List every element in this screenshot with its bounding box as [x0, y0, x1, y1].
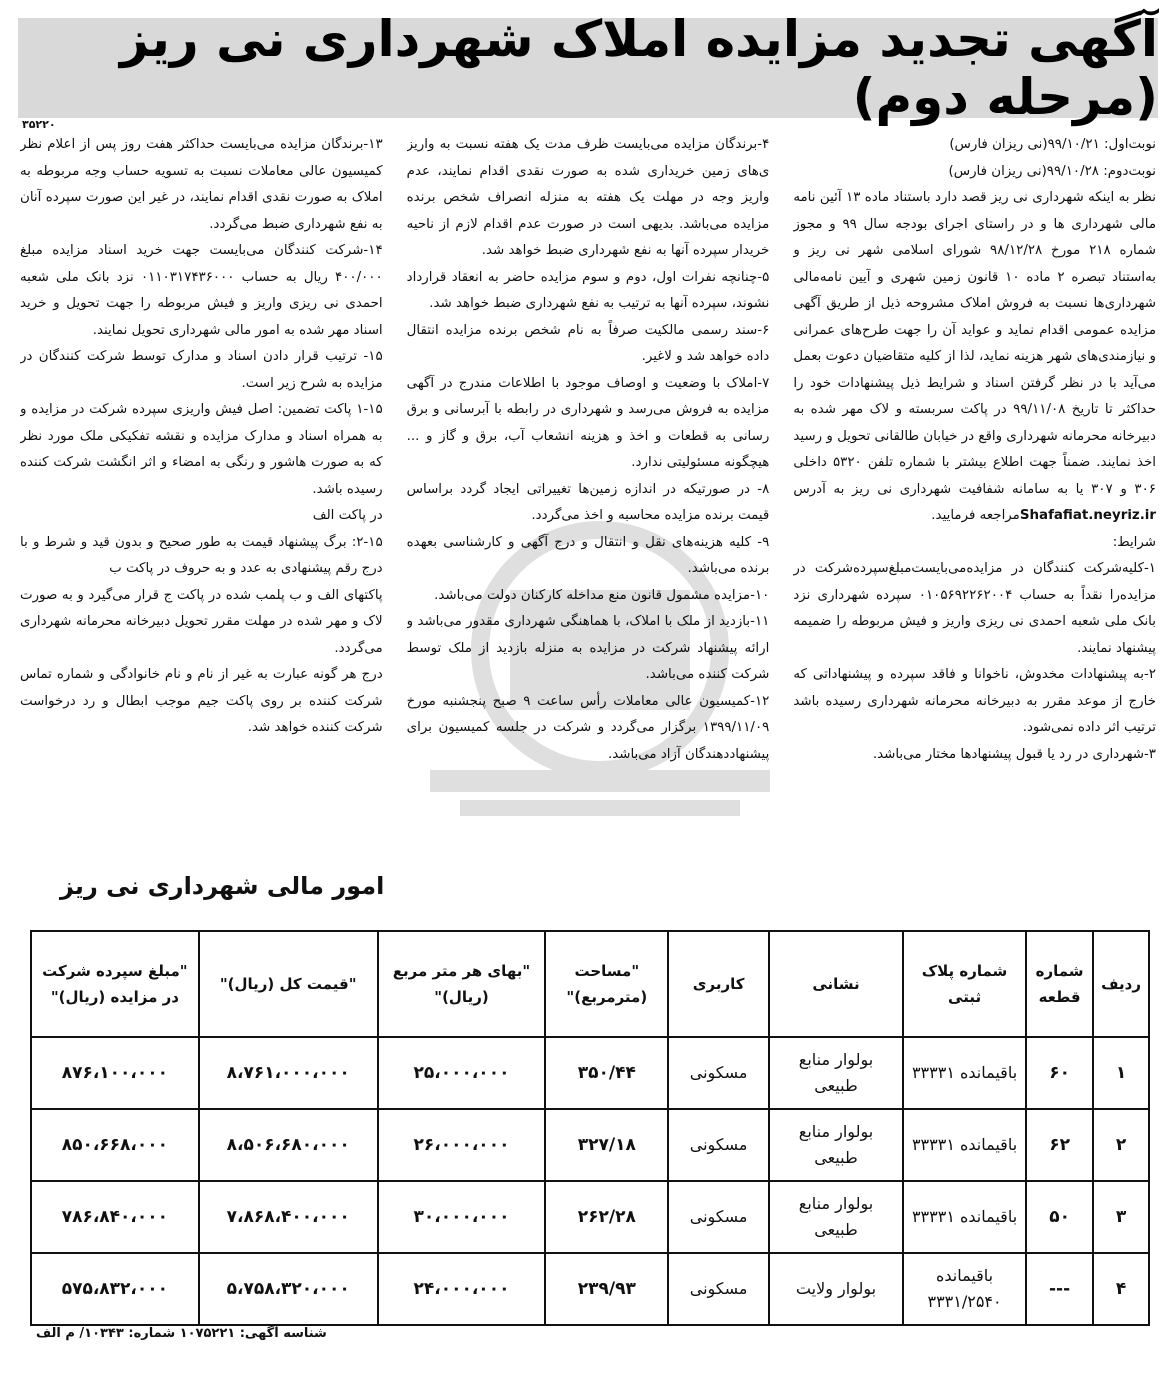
cell-row-number: ۴ [1093, 1253, 1149, 1325]
website-link[interactable]: Shafafiat.neyriz.ir [1019, 508, 1156, 523]
text-columns [20, 132, 1156, 902]
paragraph: ۱۴-شرکت کنندگان می‌بایست جهت خرید اسناد مزایده مبلغ ۴۰۰/۰۰۰ ریال به حساب ۰۱۱۰۳۱۷۴۳۶۰۰۰ نزد بانک ملی شعبه احمدی نی ریزی واریز و فیش مربوطه را جهت تحویل و خرید اسناد مهر شده به امور مالی شهرداری تحویل نمایند. [19, 243, 383, 338]
column-left [20, 132, 383, 902]
column-middle [407, 132, 770, 902]
paragraph: ۱-کلیه‌شرکت کنندگان در مزایده‌می‌بایست‌مبلغ‌سپرده‌شرکت در مزایده‌را نقداً به حساب ۰۱۰۵۶۹۲۲۶۲۰۰۴ سپرده شهرداری نزد بانک ملی شعبه احمدی نی ریزی واریز و فیش مربوطه را ضمیمه پیشنهاد نمایند. [793, 561, 1156, 656]
header-total-price: "قیمت کل (ریال)" [199, 931, 378, 1037]
paragraph: ۲-۱۵: برگ پیشنهاد قیمت به طور صحیح و بدون قید و شرط و با درج رقم پیشنهادی به عدد و به حروف در پاکت ب [19, 534, 383, 576]
paragraph: ۱۲-کمیسیون عالی معاملات رأس ساعت ۹ صبح پنجشنبه مورخ ۱۳۹۹/۱۱/۰۹ برگزار می‌گردد و شرکت در جلسه کمیسیون برای پیشنهاددهندگان آزاد می‌باشد. [406, 693, 770, 762]
paragraph: ۴-برندگان مزایده می‌بایست ظرف مدت یک هفته نسبت به واریز ی‌های زمین خریداری شده به صورت نقدی اقدام نمایند، عدم واریز وجه در مهلت یک هفته به منزله انصراف شخص برنده مزایده می‌باشد. بدیهی است در صورت عدم اقدام لازم از ناحیه خریدار سپرده آنها به نفع شهرداری ضبط خواهد شد. [406, 137, 770, 258]
cell-row-number: ۱ [1093, 1037, 1149, 1109]
cell-total-price: ۸،۷۶۱،۰۰۰،۰۰۰ [199, 1037, 378, 1109]
paragraph [793, 185, 1156, 530]
ad-footer-id: شناسه آگهی: ۱۰۷۵۲۲۱ شماره: ۱۰۳۴۳/ م الف [36, 1326, 327, 1341]
cell-plot-number: ۶۰ [1026, 1037, 1093, 1109]
properties-table [30, 930, 1150, 1326]
header-price-per-meter: "بهای هر متر مربع (ریال)" [378, 931, 546, 1037]
cell-plot-number: --- [1026, 1253, 1093, 1325]
paragraph: ۷-املاک با وضعیت و اوصاف موجود با اطلاعات مندرج در آگهی مزایده به فروش می‌رسد و شهرداری در رابطه با آبرسانی و برق رسانی به قطعات و اخذ و هزینه انشعاب آب، برق و گاز و ... هیچگونه مسئولیتی ندارد. [406, 375, 770, 470]
paragraph: درج هر گونه عبارت به غیر از نام و نام خانوادگی و شماره تماس شرکت کننده بر روی پاکت جیم موجب ابطال و رد درخواست شرکت کننده خواهد شد. [19, 667, 383, 735]
cell-deposit: ۵۷۵،۸۳۲،۰۰۰ [31, 1253, 199, 1325]
cell-row-number: ۲ [1093, 1109, 1149, 1181]
table-row [31, 1181, 1149, 1253]
cell-price-per-meter: ۲۶،۰۰۰،۰۰۰ [378, 1109, 546, 1181]
paragraph: ۱۰-مزایده مشمول قانون منع مداخله کارکنان دولت می‌باشد. [434, 587, 770, 603]
paragraph-text: نظر به اینکه شهرداری نی ریز قصد دارد باستناد ماده ۱۳ آئین نامه مالی شهرداری ها و در راستای اجرای بودجه سال ۹۹ و مجوز شماره ۲۱۸ مورخ ۹۸/۱۲/۲۸ شورای اسلامی شهر نی ریز و به‌استناد تبصره ۲ ماده ۱۰ قانون زمین شهری و آیین نامه‌مالی شهرداری‌ها نسبت به فروش املاک مشروحه ذیل از طریق آگهی مزایده عمومی اقدام نماید و عواید آن را جهت طرح‌های عمرانی و نیازمندی‌های شهر هزینه نماید، لذا از کلیه متقاضیان دعوت بعمل می‌آید با در نظر گرفتن اسناد و شرایط ذیل پیشنهادات خود را حداکثر تا تاریخ ۹۹/۱۱/۰۸ در پاکت سربسته و لاک مهر شده به دبیرخانه محرمانه شهرداری واقع در خیابان طالقانی تحویل و رسید اخذ نمایند. ضمناً جهت اطلاع بیشتر با شماره تلفن ۵۳۲۰ داخلی ۳۰۶ و ۳۰۷ یا به سامانه شفافیت شهرداری نی ریز به آدرس [793, 190, 1156, 497]
table-row [31, 1109, 1149, 1181]
header-area: "مساحت (مترمربع)" [545, 931, 668, 1037]
header-deposit: "مبلغ سپرده شرکت در مزایده (ریال)" [31, 931, 199, 1037]
header-plot-number: شماره قطعه [1026, 931, 1093, 1037]
paragraph: ۳-شهرداری در رد یا قبول پیشنهادها مختار می‌باشد. [872, 746, 1156, 762]
table-header-row [31, 931, 1149, 1037]
paragraph: ۱۳-برندگان مزایده می‌بایست حداکثر هفت روز پس از اعلام نظر کمیسیون عالی معاملات نسبت به تسویه حساب وجه مربوطه به املاک به صورت نقدی اقدام نمایند، در غیر این صورت سپرده آنان به نفع شهرداری ضبط می‌گردد. [19, 137, 383, 232]
paragraph: ۱۵- ترتیب قرار دادن اسناد و مدارک توسط شرکت کنندگان در مزایده به شرح زیر است. [19, 349, 383, 391]
paragraph: ۸- در صورتیکه در اندازه زمین‌ها تغییراتی ایجاد گردد براساس قیمت برنده مزایده محاسبه و اخذ می‌گردد. [406, 481, 770, 523]
cell-registry-plate: باقیمانده ۳۳۳۳۱ [903, 1109, 1026, 1181]
cell-price-per-meter: ۲۴،۰۰۰،۰۰۰ [378, 1253, 546, 1325]
cell-area: ۲۳۹/۹۳ [545, 1253, 668, 1325]
header-row-number: ردیف [1093, 931, 1149, 1037]
paragraph: ۱۱-بازدید از ملک با املاک، با هماهنگی شهرداری مقدور می‌باشد و ارائه پیشنهاد شرکت در مزایده به منزله بازدید از ملک توسط شرکت کننده می‌باشد. [406, 614, 770, 682]
cell-total-price: ۵،۷۵۸،۳۲۰،۰۰۰ [199, 1253, 378, 1325]
cell-total-price: ۷،۸۶۸،۴۰۰،۰۰۰ [199, 1181, 378, 1253]
table-row [31, 1037, 1149, 1109]
cell-deposit: ۷۸۶،۸۴۰،۰۰۰ [31, 1181, 199, 1253]
paragraph: پاکتهای الف و ب پلمب شده در پاکت ج قرار می‌گیرد و به صورت لاک و مهر شده در مهلت مقرر تحویل دبیرخانه محرمانه شهرداری می‌گردد. [19, 587, 383, 656]
cell-deposit: ۸۷۶،۱۰۰،۰۰۰ [31, 1037, 199, 1109]
cell-row-number: ۳ [1093, 1181, 1149, 1253]
paragraph: ۶-سند رسمی مالکیت صرفاً به نام شخص برنده مزایده انتقال داده خواهد شد و لاغیر. [406, 322, 770, 364]
cell-usage: مسکونی [668, 1037, 769, 1109]
cell-area: ۳۵۰/۴۴ [545, 1037, 668, 1109]
cell-registry-plate: باقیمانده ۳۳۳۳۱ [903, 1037, 1026, 1109]
conditions-heading: شرایط: [1112, 534, 1156, 550]
paragraph: در پاکت الف [312, 508, 383, 523]
cell-plot-number: ۵۰ [1026, 1181, 1093, 1253]
cell-registry-plate: باقیمانده ۳۳۳۱/۲۵۴۰ [903, 1253, 1026, 1325]
paragraph: ۲-به پیشنهادات مخدوش، ناخوانا و فاقد سپرده و پیشنهاداتی که خارج از موعد مقرر به دبیرخانه محرمانه شهرداری رسیده باشد ترتیب اثر داده نمی‌شود. [793, 667, 1156, 735]
paragraph: ۱-۱۵ پاکت تضمین: اصل فیش واریزی سپرده شرکت در مزایده و به همراه اسناد و مدارک مزایده و نقشه تفکیکی ملک مورد نظر که به صورت هاشور و رنگی به امضاء و اثر انگشت شرکت کننده رسیده باشد. [19, 402, 383, 497]
cell-plot-number: ۶۲ [1026, 1109, 1093, 1181]
cell-address: بولوار منابع طبیعی [769, 1037, 903, 1109]
ad-code: ۳۵۲۲۰ [22, 118, 56, 131]
ad-title: آگهی تجدید مزایده املاک شهرداری نی ریز (مرحله دوم) [120, 10, 1158, 126]
signature-authority: امور مالی شهرداری نی ریز [60, 872, 385, 900]
paragraph-text: مراجعه فرمایید. [931, 508, 1020, 523]
cell-address: بولوار منابع طبیعی [769, 1181, 903, 1253]
cell-usage: مسکونی [668, 1109, 769, 1181]
paragraph: نوبت‌اول: ۹۹/۱۰/۲۱(نی ریزان فارس) [949, 137, 1156, 152]
header-registry-plate: شماره پلاک ثبتی [903, 931, 1026, 1037]
cell-address: بولوار ولایت [769, 1253, 903, 1325]
cell-total-price: ۸،۵۰۶،۶۸۰،۰۰۰ [199, 1109, 378, 1181]
cell-deposit: ۸۵۰،۶۶۸،۰۰۰ [31, 1109, 199, 1181]
paragraph: ۵-چنانچه نفرات اول، دوم و سوم مزایده حاضر به انعقاد قرارداد نشوند، سپرده آنها به ترتیب به نفع شهرداری ضبط خواهد شد. [406, 269, 770, 311]
cell-area: ۳۲۷/۱۸ [545, 1109, 668, 1181]
table-row [31, 1253, 1149, 1325]
paragraph: نوبت‌دوم: ۹۹/۱۰/۲۸(نی ریزان فارس) [948, 163, 1156, 179]
cell-price-per-meter: ۳۰،۰۰۰،۰۰۰ [378, 1181, 546, 1253]
cell-registry-plate: باقیمانده ۳۳۳۳۱ [903, 1181, 1026, 1253]
header-address: نشانی [769, 931, 903, 1037]
cell-price-per-meter: ۲۵،۰۰۰،۰۰۰ [378, 1037, 546, 1109]
header-usage: کاربری [668, 931, 769, 1037]
column-right [793, 132, 1156, 902]
paragraph: ۹- کلیه هزینه‌های نقل و انتقال و درج آگهی و کارشناسی بعهده برنده می‌باشد. [406, 534, 770, 576]
cell-usage: مسکونی [668, 1181, 769, 1253]
cell-usage: مسکونی [668, 1253, 769, 1325]
cell-address: بولوار منابع طبیعی [769, 1109, 903, 1181]
cell-area: ۲۶۲/۲۸ [545, 1181, 668, 1253]
